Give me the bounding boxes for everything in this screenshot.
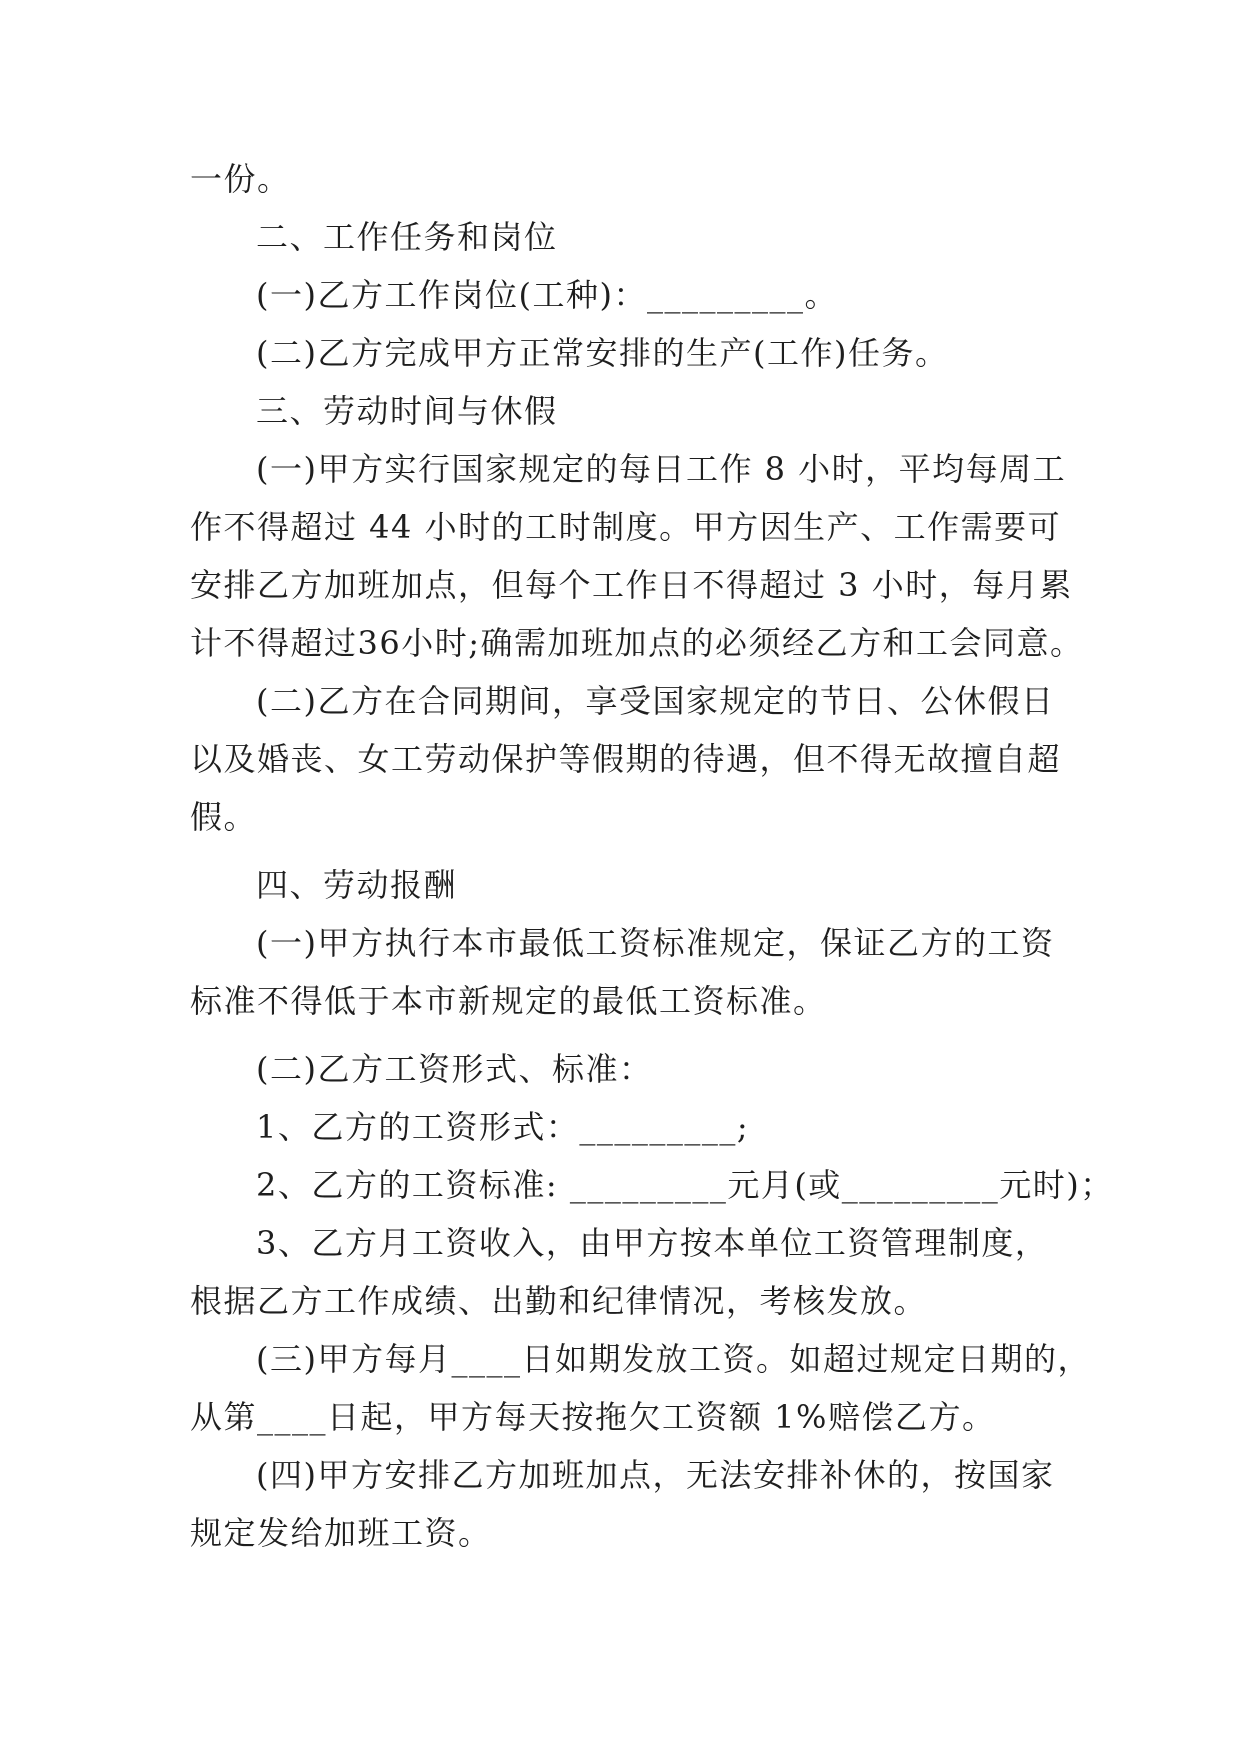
text-line: 从第____日起，甲方每天按拖欠工资额 1%赔偿乙方。: [190, 1398, 996, 1436]
text-line: 作不得超过 44 小时的工时制度。甲方因生产、工作需要可: [190, 508, 1062, 546]
text-line: 标准不得低于本市新规定的最低工资标准。: [190, 982, 827, 1020]
section-heading-work-tasks: 二、工作任务和岗位: [256, 218, 558, 256]
section-heading-work-hours: 三、劳动时间与休假: [256, 392, 558, 430]
clause-holidays: (二)乙方在合同期间，享受国家规定的节日、公休假日: [256, 682, 1055, 720]
text-line: 假。: [190, 798, 258, 836]
text-line: 计不得超过36小时;确需加班加点的必须经乙方和工会同意。: [190, 624, 1084, 662]
clause-wage-form-standard: (二)乙方工资形式、标准：: [256, 1050, 653, 1088]
text-line: 根据乙方工作成绩、出勤和纪律情况，考核发放。: [190, 1282, 928, 1320]
text-line: 以及婚丧、女工劳动保护等假期的待遇，但不得无故擅自超: [190, 740, 1062, 778]
document-body: [190, 150, 1114, 1562]
section-heading-remuneration: 四、劳动报酬: [256, 866, 458, 904]
clause-overtime-pay: (四)甲方安排乙方加班加点，无法安排补休的，按国家: [256, 1456, 1055, 1494]
clause-task-completion: (二)乙方完成甲方正常安排的生产(工作)任务。: [256, 334, 949, 372]
item-wage-standard: 2、乙方的工资标准: _________元月(或_________元时)；: [256, 1166, 1114, 1204]
text-line: 安排乙方加班加点，但每个工作日不得超过 3 小时，每月累: [190, 566, 1073, 604]
clause-minimum-wage: (一)甲方执行本市最低工资标准规定，保证乙方的工资: [256, 924, 1055, 962]
text-line: 一份。: [190, 160, 291, 198]
clause-payment-date: (三)甲方每月____日如期发放工资。如超过规定日期的，: [256, 1340, 1091, 1378]
clause-working-hours: (一)甲方实行国家规定的每日工作 8 小时，平均每周工: [256, 450, 1067, 488]
text-line: 规定发给加班工资。: [190, 1514, 492, 1552]
item-monthly-income: 3、乙方月工资收入，由甲方按本单位工资管理制度，: [256, 1224, 1049, 1262]
item-wage-form: 1、乙方的工资形式：_________;: [256, 1108, 750, 1146]
clause-job-position: (一)乙方工作岗位(工种)：_________。: [256, 276, 838, 314]
